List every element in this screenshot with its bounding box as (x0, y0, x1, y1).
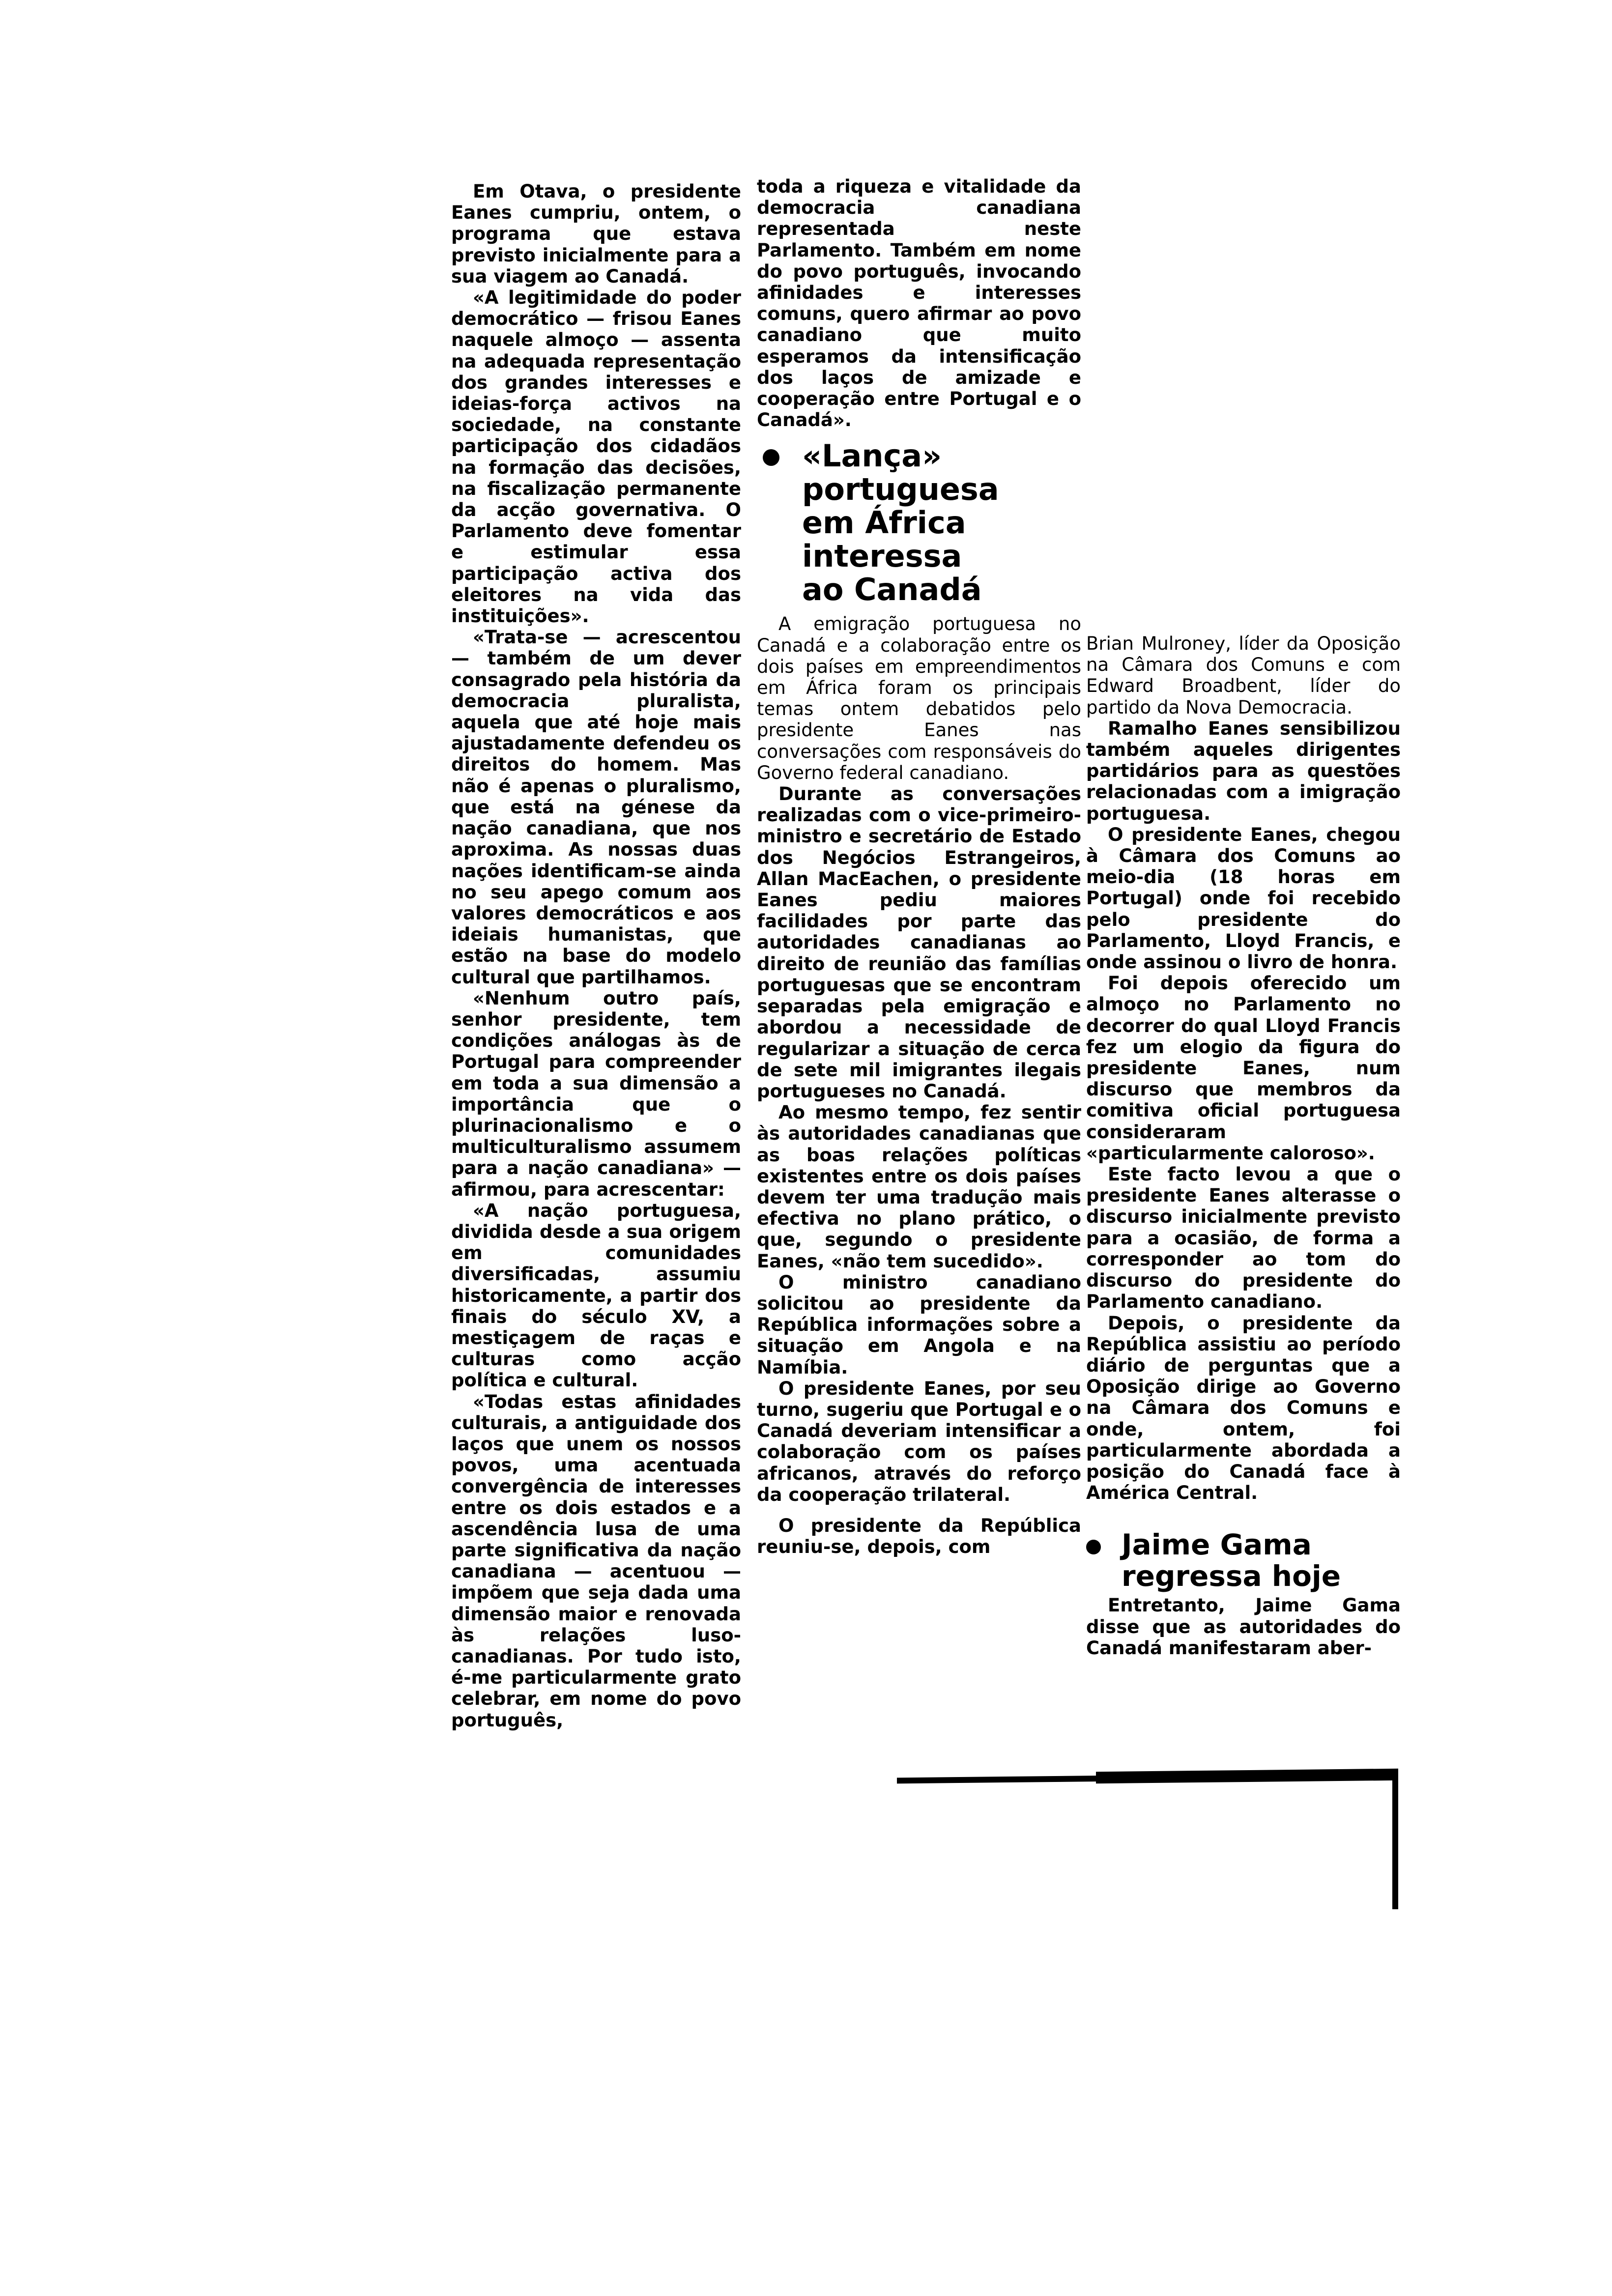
paragraph: Ramalho Eanes sensibilizou também aqueles dirigentes partidários para as questões relacionadas com a imigração portuguesa. (1086, 718, 1401, 824)
paragraph-continuation: toda a riqueza e vitalidade da democracia canadiana representada neste Parlamento. Também em nome do povo português, invocando afinidades e interesses comuns, quero afirmar ao povo canadiano que muito esperamos da intensificação dos laços de amizade e cooperação entre Portugal e o Canadá». (757, 176, 1081, 431)
paragraph: Durante as conversações realizadas com o vice-primeiro-ministro e secretário de Estado dos Negócios Estrangeiros, Allan MacEachen, o presidente Eanes pediu maiores facilidades por parte das autoridades canadianas ao direito de reunião das famílias portuguesas que se encontram separadas pela emigração e abordou a necessidade de regularizar a situação de cerca de sete mil imigrantes ilegais portugueses no Canadá. (757, 783, 1081, 1102)
heading-line: regressa hoje (1122, 1559, 1341, 1593)
heading-line: ao Canadá (802, 572, 982, 608)
bullet-dot-icon (1086, 1540, 1101, 1554)
paragraph: O presidente Eanes, chegou à Câmara dos Comuns ao meio-dia (18 horas em Portugal) onde foi recebido pelo presidente do Parlamento, Lloyd Francis, e onde assinou o livro de honra. (1086, 824, 1401, 973)
heading-line: interessa (802, 538, 962, 574)
paragraph: O presidente da República reuniu-se, depois, com (757, 1515, 1081, 1558)
paragraph: «Todas estas afinidades culturais, a antiguidade dos laços que unem os nossos povos, uma acentuada convergência de interesses entre os dois estados e a ascendência lusa de uma parte significativa da nação canadiana — acentuou — impõem que seja dada uma dimensão maior e renovada às relações luso-canadianas. Por tudo isto, é-me particularmente grato celebrar, em nome do povo português, (451, 1391, 741, 1731)
paragraph-continuation: Brian Mulroney, líder da Oposição na Câmara dos Comuns e com Edward Broadbent, líder do partido da Nova Democracia. (1086, 633, 1401, 718)
paragraph: Ao mesmo tempo, fez sentir às autoridades canadianas que as boas relações políticas existentes entre os dois países devem ter uma tradução mais efectiva no plano prático, o que, segundo o presidente Eanes, «não tem sucedido». (757, 1102, 1081, 1272)
bullet-dot-icon (763, 449, 779, 466)
paragraph: «A legitimidade do poder democrático — frisou Eanes naquele almoço — assenta na adequada representação dos grandes interesses e ideias-força activos na sociedade, na constante participação dos cidadãos na formação das decisões, na fiscalização permanente da acção governativa. O Parlamento deve fomentar e estimular essa participação activa dos eleitores na vida das instituições». (451, 287, 741, 627)
heading-line: «Lança» (802, 438, 942, 474)
paragraph: Depois, o presidente da República assistiu ao período diário de perguntas que a Oposição dirige ao Governo na Câmara dos Comuns e onde, ontem, foi particularmente abordada a posição do Canadá face à América Central. (1086, 1312, 1401, 1504)
article-column-3 (1086, 633, 1401, 1659)
border-rule-vertical (1392, 1769, 1398, 1909)
paragraph: Entretanto, Jaime Gama disse que as autoridades do Canadá manifestaram aber- (1086, 1595, 1401, 1659)
border-rule-horizontal-thick (1096, 1769, 1398, 1783)
heading-line: portuguesa (802, 471, 999, 508)
paragraph: O ministro canadiano solicitou ao presidente da República informações sobre a situação em Angola e na Namíbia. (757, 1271, 1081, 1378)
section-heading-lanca-portuguesa (757, 439, 1081, 606)
article-column-2 (757, 176, 1081, 1557)
paragraph: «Trata-se — acrescentou — também de um dever consagrado pela história da democracia pluralista, aquela que até hoje mais ajustadamente defendeu os direitos do homem. Mas não é apenas o pluralismo, que está na génese da nação canadiana, que nos aproxima. As nossas duas nações identificam-se ainda no seu apego comum aos valores democráticos e aos ideiais humanistas, que estão na base do modelo cultural que partilhamos. (451, 627, 741, 988)
paragraph: «Nenhum outro país, senhor presidente, tem condições análogas às de Portugal para compreender em toda a sua dimensão a importância que o plurinacionalismo e o multiculturalismo assumem para a nação canadiana» — afirmou, para acrescentar: (451, 987, 741, 1200)
paragraph: Este facto levou a que o presidente Eanes alterasse o discurso inicialmente previsto para a ocasião, de forma a corresponder ao tom do discurso do presidente do Parlamento canadiano. (1086, 1164, 1401, 1313)
paragraph: «A nação portuguesa, dividida desde a sua origem em comunidades diversificadas, assumiu historicamente, a partir dos finais do século XV, a mestiçagem de raças e culturas como acção política e cultural. (451, 1200, 741, 1391)
paragraph: O presidente Eanes, por seu turno, sugeriu que Portugal e o Canadá deveriam intensificar a colaboração com os países africanos, através do reforço da cooperação trilateral. (757, 1378, 1081, 1505)
section-heading-jaime-gama (1086, 1529, 1401, 1592)
article-column-1 (451, 181, 741, 1731)
paragraph: Foi depois oferecido um almoço no Parlamento no decorrer do qual Lloyd Francis fez um elogio da figura do presidente Eanes, num discurso que membros da comitiva oficial portuguesa consideraram «particularmente caloroso». (1086, 973, 1401, 1164)
heading-line: Jaime Gama (1122, 1528, 1312, 1562)
heading-line: em África (802, 505, 966, 541)
paragraph: A emigração portuguesa no Canadá e a colaboração entre os dois países em empreendimentos em África foram os principais temas ontem debatidos pelo presidente Eanes nas conversações com responsáveis do Governo federal canadiano. (757, 613, 1081, 783)
paragraph: Em Otava, o presidente Eanes cumpriu, ontem, o programa que estava previsto inicialmente para a sua viagem ao Canadá. (451, 181, 741, 287)
